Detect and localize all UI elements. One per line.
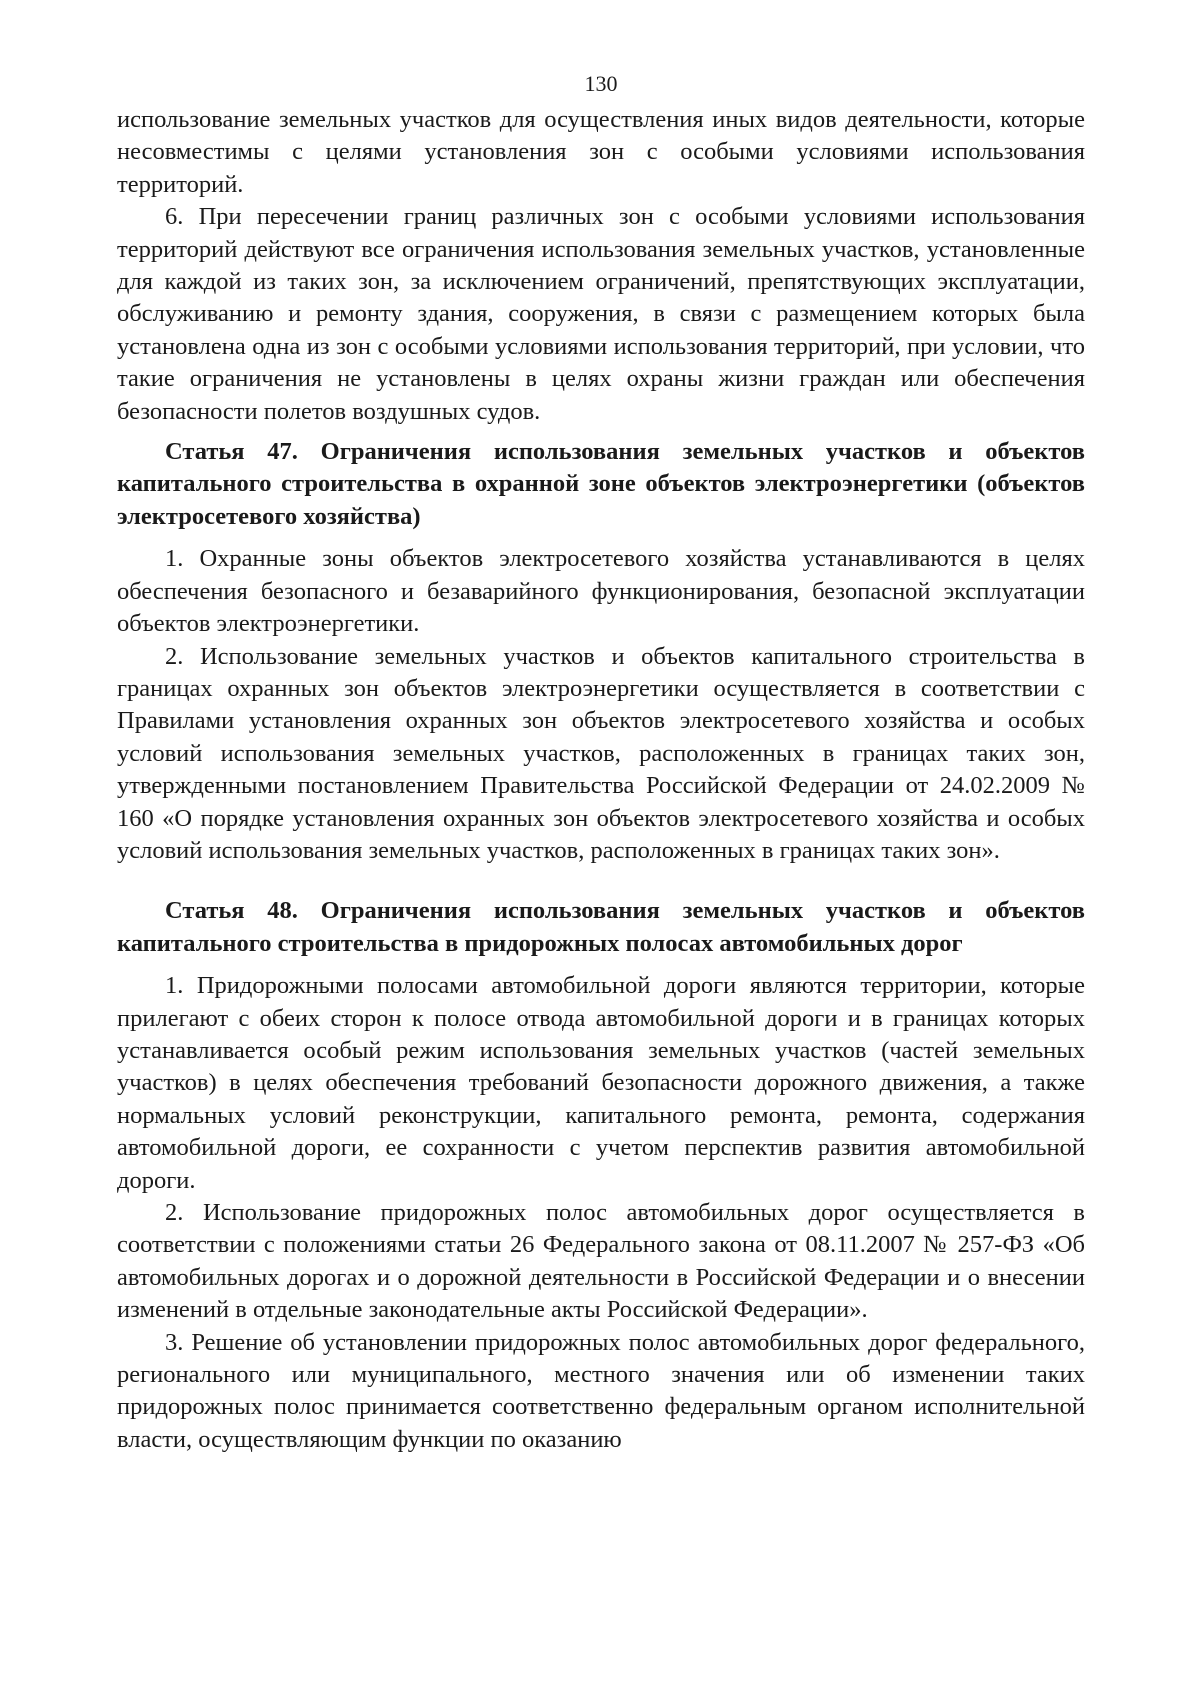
article-48-item-2: 2. Использование придорожных полос автомобильных дорог осуществляется в соответствии с положениями статьи 26 Федерального закона от 08.11.2007 № 257-ФЗ «Об автомобильных дорогах и о дорожной деятельности в Российской Федерации и о внесении изменений в отдельные законодательные акты Российской Федерации». [117,1199,1085,1324]
paragraph-item-6: 6. При пересечении границ различных зон с особыми условиями использования территорий действуют все ограничения использования земельных участков, установленные для каждой из таких зон, за исключением ограничений, препятствующих эксплуатации, обслуживанию и ремонту здания, сооружения, в связи с размещением которых была установлена одна из зон с особыми условиями использования территорий, при условии, что такие ограничения не установлены в целях охраны жизни граждан или обеспечения безопасности полетов воздушных судов. [117,203,1085,425]
page-number: 130 [584,71,618,96]
article-47-item-1: 1. Охранные зоны объектов электросетевого хозяйства устанавливаются в целях обеспечения безопасного и безаварийного функционирования, безопасной эксплуатации объектов электроэнергетики. [117,545,1085,638]
article-48-heading: Статья 48. Ограничения использования земельных участков и объектов капитального строительства в придорожных полосах автомобильных дорог [117,897,1085,957]
article-48-item-3: 3. Решение об установлении придорожных полос автомобильных дорог федерального, регионального или муниципального, местного значения или об изменении таких придорожных полос принимается соответственно федеральным органом исполнительной власти, осуществляющим функции по оказанию [117,1328,1085,1453]
document-page [117,70,1085,1456]
paragraph-continued: использование земельных участков для осуществления иных видов деятельности, которые несовместимы с целями установления зон с особыми условиями использования территорий. [117,106,1085,198]
article-47-heading: Статья 47. Ограничения использования земельных участков и объектов капитального строительства в охранной зоне объектов электроэнергетики (объектов электросетевого хозяйства) [117,438,1085,530]
article-47-item-2: 2. Использование земельных участков и объектов капитального строительства в границах охранных зон объектов электроэнергетики осуществляется в соответствии с Правилами установления охранных зон объектов электросетевого хозяйства и особых условий использования земельных участков, расположенных в границах таких зон, утвержденными постановлением Правительства Российской Федерации от 24.02.2009 № 160 «О порядке установления охранных зон объектов электросетевого хозяйства и особых условий использования земельных участков, расположенных в границах таких зон». [117,642,1085,864]
article-48-item-1: 1. Придорожными полосами автомобильной дороги являются территории, которые прилегают с обеих сторон к полосе отвода автомобильной дороги и в границах которых устанавливается особый режим использования земельных участков (частей земельных участков) в целях обеспечения требований безопасности дорожного движения, а также нормальных условий реконструкции, капитального ремонта, ремонта, содержания автомобильной дороги, ее сохранности с учетом перспектив развития автомобильной дороги. [117,972,1085,1194]
